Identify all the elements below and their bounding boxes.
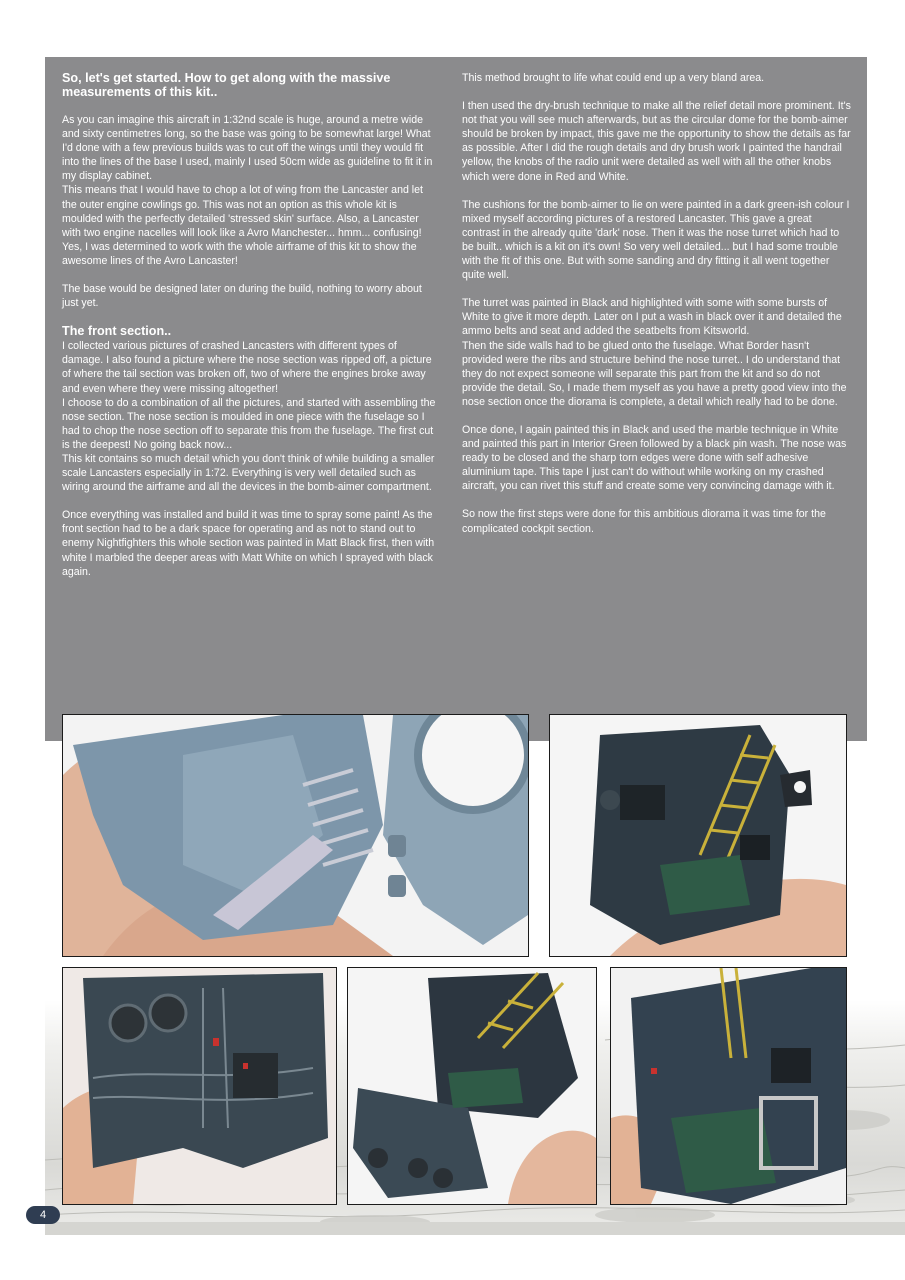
page-number-badge: 4 (26, 1206, 60, 1224)
left-column (62, 71, 440, 593)
photo-illustration (611, 968, 846, 1204)
photo-closeup-cushions (610, 967, 847, 1205)
paragraph: The turret was painted in Black and highlighted with some with some bursts of White to give it more depth. Later on I put a wash in black over it and detailed the ammo belts and seat and added the seatbelts from Kitsworld. Then the side walls had to be glued onto the fuselage. What Border hasn't provided were the ribs and structure behind the nose turret.. I do understand that they do not expect someone will separate this part from the kit and so do not provide the detail. So, I made them myself as you have a pretty good view into the nose section once the diorama is complete, a detail which really had to be done. (462, 297, 847, 408)
paragraph: I then used the dry-brush technique to make all the relief detail more prominent. It's not that you will see much afterwards, but as the circular dome for the bomb-aimer should be broken by impact, this gave me the opportunity to show the details as far as possible. After I did the rough details and dry brush work I painted the handrail yellow, the knobs of the radio unit were detailed as well with all the other knobs which were done in Red and White. (462, 100, 851, 183)
right-column (462, 71, 852, 550)
paragraph: So now the first steps were done for this ambitious diorama it was time for the complicated cockpit section. (462, 508, 826, 535)
article-text-panel (45, 57, 867, 741)
section-heading: So, let's get started. How to get along with the massive measurements of this kit.. (62, 71, 391, 99)
photo-nose-parts-unpainted (62, 714, 529, 957)
paragraph: I collected various pictures of crashed Lancasters with different types of damage. I also found a picture where the nose section was ripped off, a picture of where the tail section was broken off, two of where the engines broke away and even where they were missing altogether! I choose to do a combination of all the pictures, and started with assembling the nose section. The nose section is moulded in one piece with the fuselage so I had to chop the nose section off to separate this from the fuselage. The first cut is the deepest! No going back now... This kit contains so much detail which you don't think of while building a smaller scale Lancasters especially in 1:72. Everything is very well detailed such as wiring around the airframe and all the devices in the bomb-aimer compartment. (62, 340, 436, 494)
paragraph: The base would be designed later on during the build, nothing to worry about just yet. (62, 283, 422, 310)
photo-detail-panel (62, 967, 337, 1205)
section-subheading: The front section.. (62, 324, 172, 339)
paragraph: The cushions for the bomb-aimer to lie on were painted in a dark green-ish colour I mixed myself according pictures of a restored Lancaster. This gave a great contrast in the already quite 'dark' nose. Then it was the nose turret which had to be built.. which is a kit on it's own! So very well detailed... but I had some trouble with the fit of this one. But with some sanding and dry fitting it all went together quite well. (462, 198, 850, 282)
paragraph: Once everything was installed and build it was time to spray some paint! As the front section had to be a dark space for operating and as not to stand out to enemy Nightfighters this whole section was painted in Matt Black first, then with white I marbled the deeper areas with Matt White on which I sprayed with black again. (62, 509, 435, 578)
photo-illustration (63, 968, 336, 1204)
photo-illustration (550, 715, 846, 956)
photo-illustration (348, 968, 596, 1204)
photo-assembled-nose-floor (347, 967, 597, 1205)
photo-illustration (63, 715, 528, 956)
photo-painted-compartment (549, 714, 847, 957)
paragraph: Once done, I again painted this in Black and used the marble technique in White and painted this part in Interior Green followed by a black pin wash. The nose was ready to be closed and the sharp torn edges were done with self adhesive aluminium tape. This tape I just can't do without while working on my crashed aircraft, you can rivet this stuff and create some very convincing damage with it. (462, 423, 847, 493)
paragraph: This method brought to life what could end up a very bland area. (462, 72, 765, 84)
paragraph: As you can imagine this aircraft in 1:32nd scale is huge, around a metre wide and sixty centimetres long, so the base was going to be somewhat large! What I'd done with a few previous builds was to cut off the wings until they would fit into the lines of the base I used, mainly I used 50cm wide as guideline to fit it in my display cabinet. This means that I would have to chop a lot of wing from the Lancaster and let the outer engine cowlings go. This was not an option as this whole kit is moulded with the perfectly detailed 'stressed skin' surface. Also, a Lancaster with two engine nacelles will look like a Avro Manchester... hmm... confusing! Yes, I was determined to work with the whole airframe of this kit to show the awesome lines of the Avro Lancaster! (62, 114, 433, 267)
